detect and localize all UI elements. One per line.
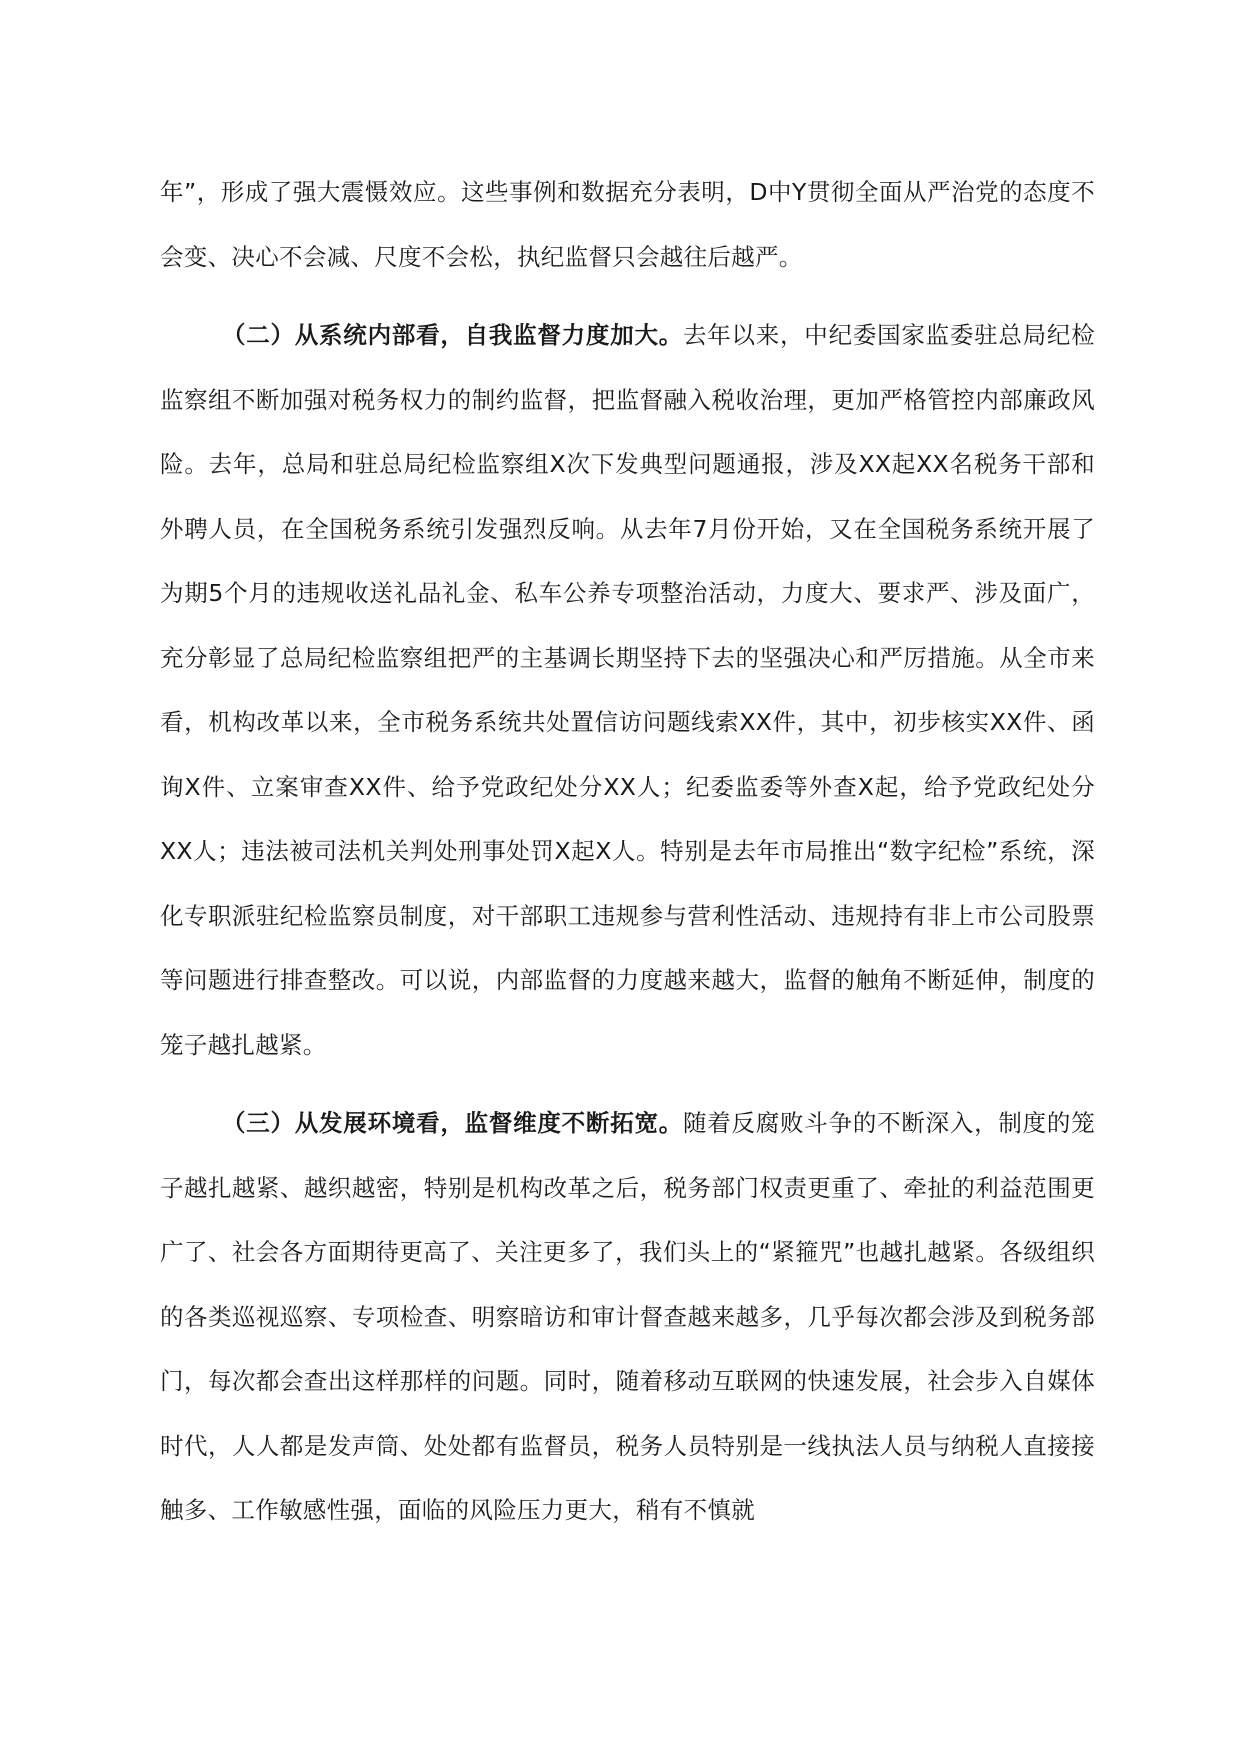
paragraph-section-2 xyxy=(160,303,1095,1077)
paragraph-text: 年”，形成了强大震慑效应。这些事例和数据充分表明，D中Y贯彻全面从严治党的态度不会变、决心不会减、尺度不会松，执纪监督只会越往后越严。 xyxy=(160,178,1095,271)
paragraph-section-3 xyxy=(160,1091,1095,1543)
document-page xyxy=(160,160,1095,1543)
paragraph-text: 随着反腐败斗争的不断深入，制度的笼子越扎越紧、越织越密，特别是机构改革之后，税务部门权责更重了、牵扯的利益范围更广了、社会各方面期待更高了、关注更多了，我们头上的“紧箍咒”也越扎越紧。各级组织的各类巡视巡察、专项检查、明察暗访和审计督查越来越多，几乎每次都会涉及到税务部门，每次都会查出这样那样的问题。同时，随着移动互联网的快速发展，社会步入自媒体时代，人人都是发声筒、处处都有监督员，税务人员特别是一线执法人员与纳税人直接接触多、工作敏感性强，面临的风险压力更大，稍有不慎就 xyxy=(160,1109,1095,1524)
paragraph-continuation xyxy=(160,160,1095,289)
section-heading: （二）从系统内部看，自我监督力度加大。 xyxy=(222,321,683,349)
section-heading: （三）从发展环境看，监督维度不断拓宽。 xyxy=(222,1109,683,1137)
paragraph-text: 去年以来，中纪委国家监委驻总局纪检监察组不断加强对税务权力的制约监督，把监督融入税收治理，更加严格管控内部廉政风险。去年，总局和驻总局纪检监察组X次下发典型问题通报，涉及XX起XX名税务干部和外聘人员，在全国税务系统引发强烈反响。从去年7月份开始，又在全国税务系统开展了为期5个月的违规收送礼品礼金、私车公养专项整治活动，力度大、要求严、涉及面广，充分彰显了总局纪检监察组把严的主基调长期坚持下去的坚强决心和严厉措施。从全市来看，机构改革以来，全市税务系统共处置信访问题线索XX件，其中，初步核实XX件、函询X件、立案审查XX件、给予党政纪处分XX人；纪委监委等外查X起，给予党政纪处分XX人；违法被司法机关判处刑事处罚X起X人。特别是去年市局推出“数字纪检”系统，深化专职派驻纪检监察员制度，对干部职工违规参与营利性活动、违规持有非上市公司股票等问题进行排查整改。可以说，内部监督的力度越来越大，监督的触角不断延伸，制度的笼子越扎越紧。 xyxy=(160,321,1095,1059)
